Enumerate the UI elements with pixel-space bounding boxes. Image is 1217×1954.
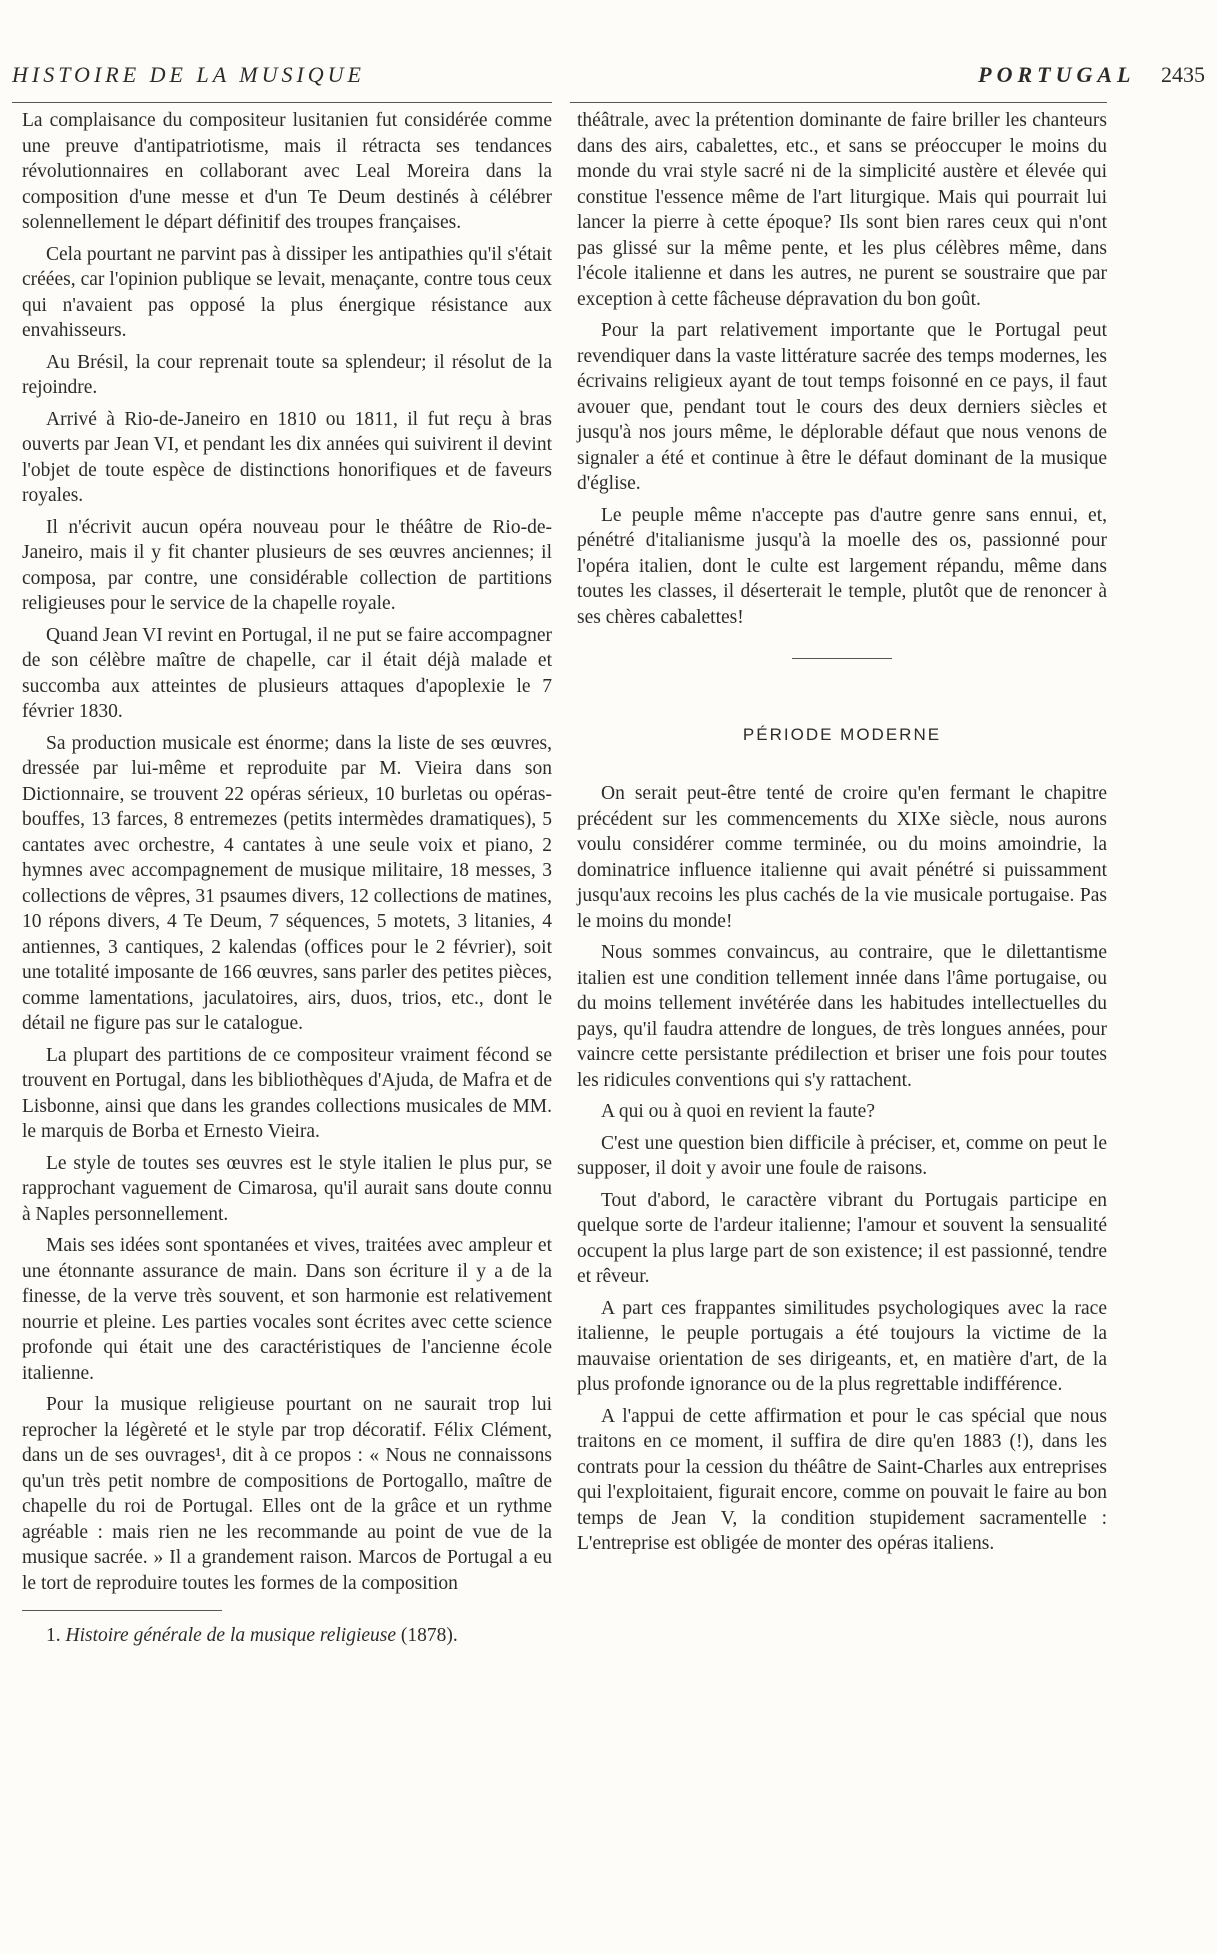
section-heading: PÉRIODE MODERNE bbox=[742, 725, 942, 744]
footnote-title: Histoire générale de la musique religieuse bbox=[65, 1625, 397, 1646]
paragraph: A qui ou à quoi en revient la faute? bbox=[601, 1101, 875, 1122]
paragraph: La plupart des partitions de ce compositeur vraiment fécond se trouvent en Portugal, dans les bibliothèques d'Ajuda, de Mafra et de Lisbonne, ainsi que dans les grandes collections musicales de MM. le marquis de Borba et Ernesto Vieira. bbox=[22, 1044, 552, 1142]
right-column bbox=[577, 108, 1107, 1563]
paragraph: Pour la musique religieuse pourtant on ne saurait trop lui reprocher la légèreté et le style par trop décoratif. Félix Clément, dans un de ses ouvrages¹, dit à ce propos : « Nous ne connaissons qu'un très petit nombre de compositions de Portogallo, maître de chapelle du roi de Portugal. Elles ont de la grâce et un rythme agréable : mais rien ne les recommande au point de vue de la musique sacrée. » Il a grandement raison. Marcos de Portugal a eu le tort de reproduire toutes les formes de la composition bbox=[22, 1394, 552, 1594]
paragraph: C'est une question bien difficile à préciser, et, comme on peut le supposer, il doit y avoir une foule de raisons. bbox=[577, 1132, 1107, 1179]
paragraph: La complaisance du compositeur lusitanien fut considérée comme une preuve d'antipatriotisme, mais il rétracta ses tendances révolutionnaires en collaborant avec Leal Moreira dans la composition d'une messe et d'un Te Deum destinés à célébrer solennellement le départ définitif des troupes françaises. bbox=[22, 110, 552, 233]
footnote-year: (1878). bbox=[400, 1625, 458, 1646]
paragraph: Cela pourtant ne parvint pas à dissiper les antipathies qu'il s'était créées, car l'opinion publique se levait, menaçante, contre tous ceux qui n'avaient pas opposé la plus énergique résistance aux envahisseurs. bbox=[22, 243, 552, 341]
page-number: 2435 bbox=[1161, 62, 1205, 87]
running-title-right bbox=[978, 62, 1205, 88]
paragraph: On serait peut-être tenté de croire qu'en fermant le chapitre précédent sur les commencements du XIXe siècle, nous aurons voulu considérer comme terminée, ou du moins amoindrie, la dominatrice influence italienne qui avait pénétré si puissamment jusqu'aux recoins les plus cachés de la vie musicale portugaise. Pas le moins du monde! bbox=[577, 783, 1107, 932]
paragraph: Pour la part relativement importante que le Portugal peut revendiquer dans la vaste littérature sacrée des temps modernes, les écrivains religieux ayant de tout temps foisonné en ce pays, il faut avouer que, pendant tout le cours des deux derniers siècles et jusqu'à nos jours même, le déplorable défaut que nous venons de signaler a été et continue à être le défaut dominant de la musique d'église. bbox=[577, 320, 1107, 494]
running-title-left: HISTOIRE DE LA MUSIQUE bbox=[12, 62, 365, 87]
paragraph: Il n'écrivit aucun opéra nouveau pour le théâtre de Rio-de-Janeiro, mais il y fit chanter plusieurs de ses œuvres anciennes; il composa, par contre, une considérable collection de partitions religieuses pour le service de la chapelle royale. bbox=[22, 516, 552, 614]
footnote-number: 1. bbox=[46, 1625, 61, 1646]
header-rule-right bbox=[570, 102, 1107, 103]
paragraph: Arrivé à Rio-de-Janeiro en 1810 ou 1811, il fut reçu à bras ouverts par Jean VI, et pendant les dix années qui suivirent il devint l'objet de toute espèce de distinctions honorifiques et de faveurs royales. bbox=[22, 408, 552, 506]
section-separator bbox=[792, 658, 892, 659]
footnote bbox=[22, 1623, 552, 1649]
paragraph: Nous sommes convaincus, au contraire, que le dilettantisme italien est une condition tellement innée dans l'âme portugaise, ou du moins tellement invétérée dans les habitudes intellectuelles du pays, qu'il faudra attendre de longues, de très longues années, pour vaincre cette persistante prédilection et briser une fois pour toutes les ridicules conventions qui s'y rattachent. bbox=[577, 942, 1107, 1091]
paragraph: Tout d'abord, le caractère vibrant du Portugais participe en quelque sorte de l'ardeur italienne; l'amour et souvent la sensualité occupent la plus large part de son existence; il est passionné, tendre et rêveur. bbox=[577, 1189, 1107, 1287]
left-column bbox=[22, 108, 552, 1655]
paragraph: Quand Jean VI revint en Portugal, il ne put se faire accompagner de son célèbre maître de chapelle, car il était déjà malade et succomba aux atteintes de plusieurs attaques d'apoplexie le 7 février 1830. bbox=[22, 624, 552, 722]
header-rule-left bbox=[12, 102, 552, 103]
section-running-title: PORTUGAL bbox=[978, 62, 1136, 87]
paragraph: théâtrale, avec la prétention dominante de faire briller les chanteurs dans des airs, cabalettes, etc., et sans se préoccuper le moins du monde du vrai style sacré ni de la simplicité austère et élevée qui constitue l'essence même de l'art liturgique. Mais qui pourrait lui lancer la pierre à cette époque? Ils sont bien rares ceux qui n'ont pas glissé sur la même pente, et les plus célèbres même, dans l'école italienne et dans les autres, ne purent se soustraire que par exception à cette fâcheuse dépravation du bon goût. bbox=[577, 110, 1107, 310]
paragraph: A l'appui de cette affirmation et pour le cas spécial que nous traitons en ce moment, il suffira de dire qu'en 1883 (!), dans les contrats pour la cession du théâtre de Saint-Charles aux entreprises qui l'exploitaient, figurait encore, comme on pouvait le faire au bon temps de Jean V, la condition stupidement sacramentelle : L'entreprise est obligée de monter des opéras italiens. bbox=[577, 1405, 1107, 1554]
paragraph: Mais ses idées sont spontanées et vives, traitées avec ampleur et une étonnante assurance de main. Dans son écriture il y a de la finesse, de la verve très souvent, et son harmonie est relativement nourrie et pleine. Les parties vocales sont écrites avec cette science profonde qui était une des caractéristiques de l'ancienne école italienne. bbox=[22, 1235, 552, 1384]
paragraph: Le peuple même n'accepte pas d'autre genre sans ennui, et, pénétré d'italianisme jusqu'à la moelle des os, passionné pour l'opéra italien, dont le culte est largement répandu, même dans toutes les classes, il déserterait le temple, plutôt que de renoncer à ses chères cabalettes! bbox=[577, 504, 1107, 628]
paragraph: Au Brésil, la cour reprenait toute sa splendeur; il résolut de la rejoindre. bbox=[22, 351, 552, 398]
footnote-rule bbox=[22, 1610, 222, 1611]
page-header bbox=[12, 62, 1205, 92]
paragraph: A part ces frappantes similitudes psychologiques avec la race italienne, le peuple portugais a été toujours la victime de la mauvaise orientation de ses dirigeants, et, en matière d'art, de la plus profonde ignorance ou de la plus regrettable indifférence. bbox=[577, 1297, 1107, 1395]
paragraph: Sa production musicale est énorme; dans la liste de ses œuvres, dressée par lui-même et reproduite par M. Vieira dans son Dictionnaire, se trouvent 22 opéras sérieux, 10 burletas ou opéras-bouffes, 13 farces, 8 entremezes (petits intermèdes dramatiques), 5 cantates avec orchestre, 4 cantates à une seule voix et piano, 2 hymnes avec accompagnement de musique militaire, 18 messes, 3 collections de vêpres, 31 psaumes divers, 12 collections de matines, 10 répons divers, 4 Te Deum, 7 séquences, 5 motets, 3 litanies, 4 antiennes, 3 cantiques, 2 kalendas (offices pour le 2 février), soit une totalité imposante de 166 œuvres, sans parler des petites pièces, comme lamentations, jaculatoires, airs, duos, trios, etc., dont le détail ne figure pas sur le catalogue. bbox=[22, 732, 552, 1034]
paragraph: Le style de toutes ses œuvres est le style italien le plus pur, se rapprochant vaguement de Cimarosa, qu'il aurait sans doute connu à Naples personnellement. bbox=[22, 1152, 552, 1225]
